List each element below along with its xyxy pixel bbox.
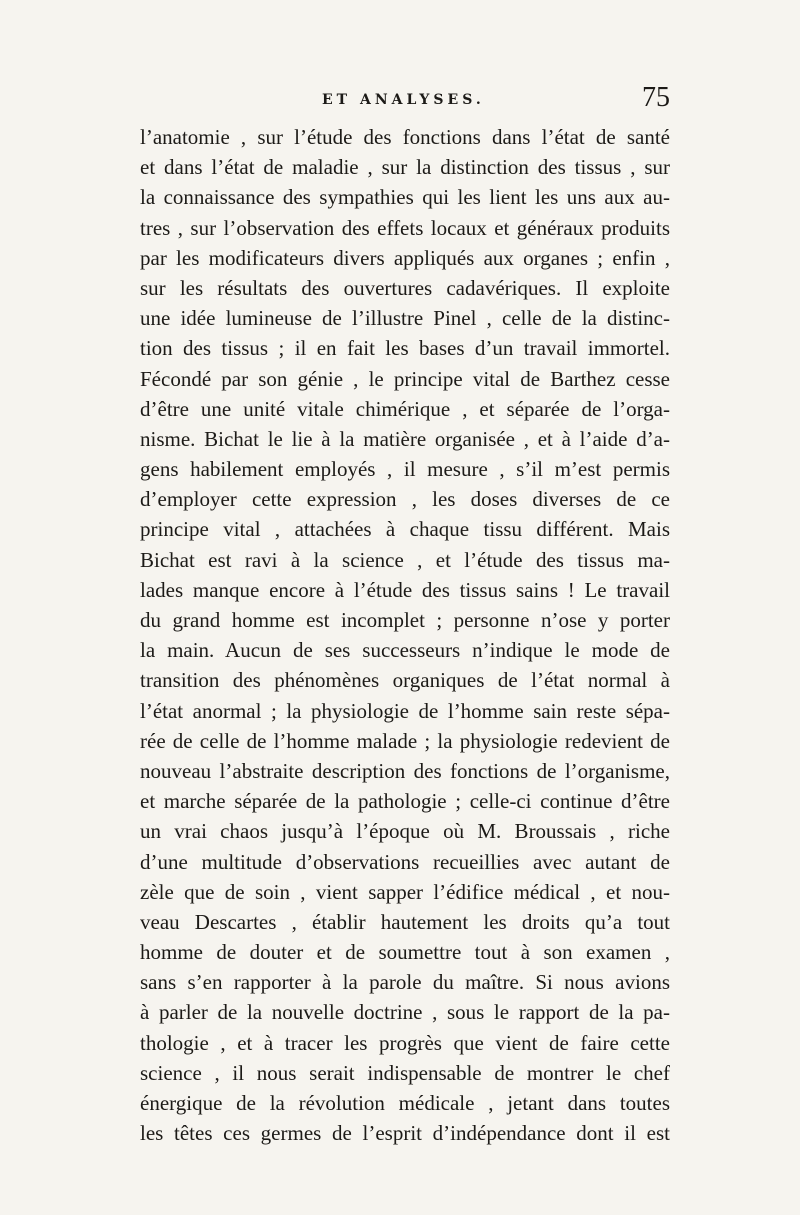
text-line: par les modificateurs divers appliqués aux organes ; enfin , [140, 245, 670, 270]
text-line: les têtes ces germes de l’esprit d’indépendance dont il est [140, 1121, 670, 1146]
text-line: nouveau l’abstraite description des fonctions de l’organisme, [140, 758, 670, 783]
text-line: et dans l’état de maladie , sur la distinction des tissus , sur [140, 155, 670, 180]
text-line: d’être une unité vitale chimérique , et séparée de l’orga- [140, 396, 670, 421]
text-line: principe vital , attachées à chaque tissu différent. Mais [140, 517, 670, 542]
text-line: rée de celle de l’homme malade ; la physiologie redevient de [140, 728, 670, 753]
text-line: lades manque encore à l’étude des tissus sains ! Le travail [140, 577, 670, 602]
page-number: 75 [642, 82, 670, 113]
text-line: Fécondé par son génie , le principe vital de Barthez cesse [140, 366, 670, 391]
text-line: l’anatomie , sur l’étude des fonctions dans l’état de santé [140, 125, 670, 149]
text-line: thologie , et à tracer les progrès que vient de faire cette [140, 1030, 670, 1055]
text-line: veau Descartes , établir hautement les droits qu’a tout [140, 909, 670, 934]
text-line: l’état anormal ; la physiologie de l’homme sain reste sépa- [140, 698, 670, 723]
text-line: du grand homme est incomplet ; personne n’ose y porter [140, 608, 670, 632]
text-line: la connaissance des sympathies qui les lient les uns aux au- [140, 185, 670, 210]
body-text [140, 122, 670, 1148]
text-line: énergique de la révolution médicale , jetant dans toutes [140, 1091, 670, 1115]
text-line: tres , sur l’observation des effets locaux et généraux produits [140, 215, 670, 240]
text-line: gens habilement employés , il mesure , s’il m’est permis [140, 457, 670, 482]
page-header [140, 82, 670, 122]
text-line: la main. Aucun de ses successeurs n’indique le mode de [140, 638, 670, 663]
text-line: transition des phénomènes organiques de l’état normal à [140, 668, 670, 693]
text-line: sans s’en rapporter à la parole du maître. Si nous avions [140, 970, 670, 995]
text-line: sur les résultats des ouvertures cadavériques. Il exploite [140, 275, 670, 300]
text-line: homme de douter et de soumettre tout à son examen , [140, 940, 670, 965]
text-line: science , il nous serait indispensable de montrer le chef [140, 1060, 670, 1085]
text-line: d’une multitude d’observations recueillies avec autant de [140, 849, 670, 874]
text-line: tion des tissus ; il en fait les bases d’un travail immortel. [140, 336, 670, 361]
text-line: un vrai chaos jusqu’à l’époque où M. Broussais , riche [140, 819, 670, 844]
text-line: d’employer cette expression , les doses diverses de ce [140, 487, 670, 512]
running-head: ET ANALYSES. [322, 92, 485, 108]
text-line: zèle que de soin , vient sapper l’édifice médical , et nou- [140, 879, 670, 904]
text-line: et marche séparée de la pathologie ; celle-ci continue d’être [140, 789, 670, 814]
text-line: nisme. Bichat le lie à la matière organisée , et à l’aide d’a- [140, 426, 670, 451]
text-line: à parler de la nouvelle doctrine , sous le rapport de la pa- [140, 1000, 670, 1025]
text-line: Bichat est ravi à la science , et l’étude des tissus ma- [140, 547, 670, 572]
text-line: une idée lumineuse de l’illustre Pinel , celle de la distinc- [140, 306, 670, 331]
